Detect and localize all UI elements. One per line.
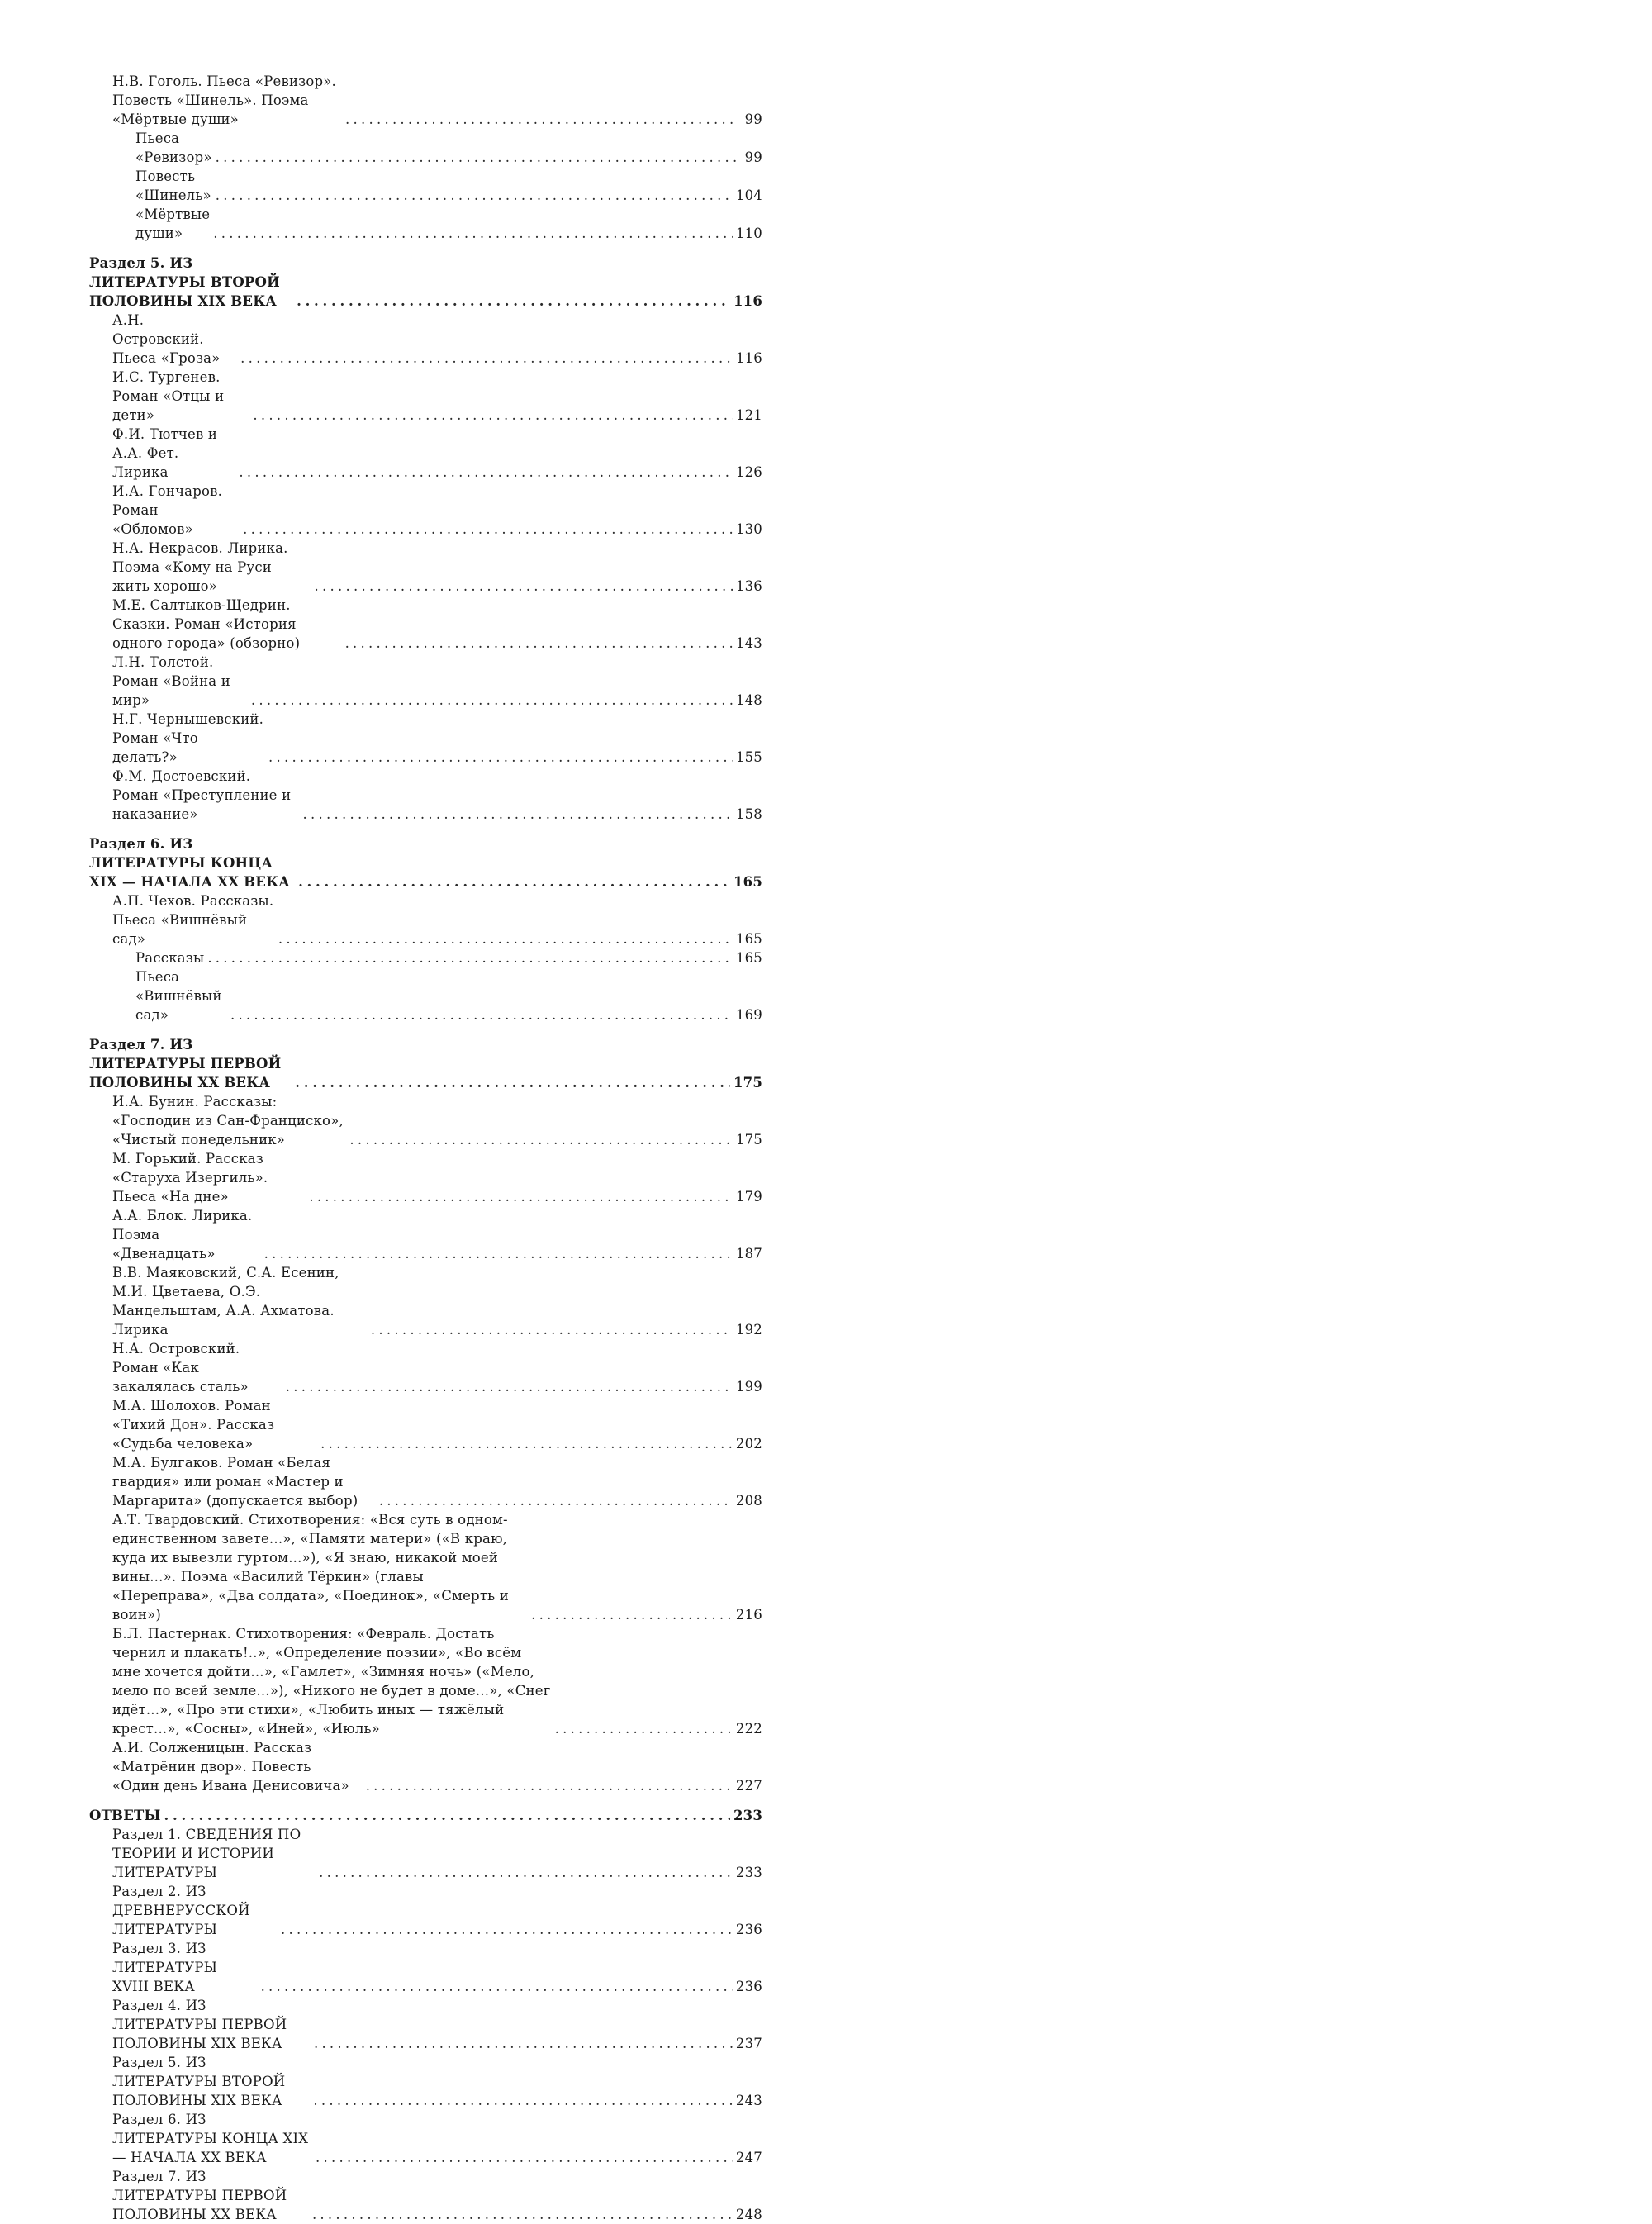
dot-leader (345, 110, 736, 129)
toc-entry[interactable] (89, 482, 762, 539)
dot-leader (297, 292, 730, 311)
toc-entry-title: Н.А. Островский. Роман «Как закалялась сталь» (112, 1341, 249, 1395)
toc-entry-title: А.П. Чехов. Рассказы. Пьеса «Вишнёвый сад» (112, 893, 274, 947)
dot-leader (303, 805, 733, 824)
toc-subentry[interactable] (89, 129, 762, 167)
toc-page-number: 247 (735, 2150, 762, 2165)
toc-subentry[interactable] (89, 205, 762, 243)
dot-leader (531, 1605, 733, 1624)
toc-entry-chekhov[interactable] (89, 891, 762, 948)
toc-answer-entry[interactable] (89, 2110, 762, 2167)
toc-entry[interactable] (89, 1339, 762, 1396)
toc-page-number: 165 (735, 931, 762, 947)
dot-leader (240, 349, 733, 368)
dot-leader (316, 2148, 733, 2167)
toc-answer-entry[interactable] (89, 2167, 762, 2224)
toc-answers[interactable] (89, 1806, 762, 1825)
toc-entry-gogol[interactable] (89, 72, 762, 129)
dot-leader (314, 2034, 733, 2053)
toc-page-number: 155 (735, 749, 762, 765)
dot-leader (281, 1920, 733, 1939)
toc-page-number: 192 (735, 1322, 762, 1338)
toc-entry-title: Пьеса «Ревизор» (135, 131, 212, 165)
dot-leader (230, 1005, 733, 1024)
toc-entry-title: Б.Л. Пастернак. Стихотворения: «Февраль. Достать чернил и плакать!..», «Определение поэзии», «Во всём мне хочется дойти...», «Гамлет», «Зимняя ночь» («Мело, мело по всей земле...»), «Никого не будет в доме...», «Снег идёт...», «Про эти стихи», «Любить иных — тяжёлый крест...», «Сосны», «Иней», «Июль» (112, 1626, 551, 1737)
dot-leader (298, 872, 730, 891)
dot-leader (555, 1719, 733, 1738)
dot-leader (312, 2205, 733, 2224)
toc-page-number: 136 (735, 578, 762, 594)
dot-leader (216, 186, 733, 205)
toc-section-7[interactable] (89, 1035, 762, 1092)
dot-leader (264, 1244, 733, 1263)
toc-page-number: 179 (735, 1189, 762, 1205)
toc-subentry[interactable] (89, 948, 762, 967)
toc-subentry[interactable] (89, 167, 762, 205)
toc-page-number: 148 (735, 692, 762, 708)
dot-leader (239, 463, 733, 482)
toc-page-number: 236 (735, 1922, 762, 1937)
toc-page-number: 169 (735, 1007, 762, 1023)
toc-entry-title: М.А. Булгаков. Роман «Белая гвардия» или роман «Мастер и Маргарита» (допускается выбор) (112, 1455, 358, 1509)
toc-answer-entry[interactable] (89, 1939, 762, 1996)
dot-leader (366, 1776, 733, 1795)
dot-leader (309, 1187, 733, 1206)
toc-entry[interactable] (89, 368, 762, 425)
toc-page-number: 175 (735, 1132, 762, 1148)
dot-leader (243, 520, 733, 539)
toc-page-number: 121 (735, 407, 762, 423)
toc-page-number: 116 (735, 350, 762, 366)
toc-page-number: 143 (735, 635, 762, 651)
toc-entry-title: М.Е. Салтыков-Щедрин. Сказки. Роман «История одного города» (обзорно) (112, 597, 301, 651)
toc-entry-title: А.Н. Островский. Пьеса «Гроза» (112, 312, 221, 366)
toc-entry-title: А.Т. Твардовский. Стихотворения: «Вся суть в одном-единственном завете...», «Памяти матери» («В краю, куда их вывезли гуртом...»), «Я знаю, никакой моей вины...». Поэма «Василий Тёркин» (главы «Переправа», «Два солдата», «Поединок», «Смерть и воин») (112, 1512, 509, 1623)
section-title: Раздел 6. ИЗ ЛИТЕРАТУРЫ КОНЦА XIX — НАЧАЛА XX ВЕКА (89, 836, 290, 890)
toc-section-5[interactable] (89, 254, 762, 311)
toc-entry-title: Повесть «Шинель» (135, 169, 211, 203)
toc-entry[interactable] (89, 1206, 762, 1263)
dot-leader (319, 1863, 733, 1882)
dot-leader (286, 1377, 733, 1396)
toc-entry-title: М.А. Шолохов. Роман «Тихий Дон». Рассказ «Судьба человека» (112, 1398, 275, 1452)
dot-leader (315, 577, 733, 596)
toc-page-number: 199 (735, 1379, 762, 1395)
toc-entry[interactable] (89, 1453, 762, 1510)
dot-leader (251, 691, 733, 710)
toc-entry-title: Раздел 1. СВЕДЕНИЯ ПО ТЕОРИИ И ИСТОРИИ ЛИТЕРАТУРЫ (112, 1827, 301, 1880)
toc-entry-title: М. Горький. Рассказ «Старуха Изергиль». Пьеса «На дне» (112, 1151, 268, 1205)
toc-entry[interactable] (89, 1624, 762, 1738)
toc-entry[interactable] (89, 425, 762, 482)
toc-page-number: 202 (735, 1436, 762, 1452)
toc-answer-entry[interactable] (89, 1825, 762, 1882)
toc-page-number: 165 (733, 874, 762, 890)
toc-entry-title: В.В. Маяковский, С.А. Есенин, М.И. Цветаева, О.Э. Мандельштам, А.А. Ахматова. Лирика (112, 1265, 339, 1338)
toc-answer-entry[interactable] (89, 1882, 762, 1939)
dot-leader (278, 929, 733, 948)
toc-page-number: 116 (733, 293, 762, 309)
section-title: Раздел 7. ИЗ ЛИТЕРАТУРЫ ПЕРВОЙ ПОЛОВИНЫ XX ВЕКА (89, 1037, 282, 1091)
toc-entry-title: Раздел 7. ИЗ ЛИТЕРАТУРЫ ПЕРВОЙ ПОЛОВИНЫ XX ВЕКА (112, 2169, 287, 2222)
toc-entry-title: Н.А. Некрасов. Лирика. Поэма «Кому на Руси жить хорошо» (112, 540, 288, 594)
toc-entry[interactable] (89, 1092, 762, 1149)
toc-entry-title: Л.Н. Толстой. Роман «Война и мир» (112, 654, 230, 708)
dot-leader (345, 634, 733, 653)
toc-entry-title: И.С. Тургенев. Роман «Отцы и дети» (112, 369, 225, 423)
dot-leader (253, 406, 733, 425)
toc-entry[interactable] (89, 1396, 762, 1453)
toc-page-number: 243 (735, 2093, 762, 2108)
toc-page-number: 158 (735, 806, 762, 822)
toc-page-number: 187 (735, 1246, 762, 1262)
toc-entry-title: Пьеса «Вишнёвый сад» (135, 969, 222, 1023)
toc-answer-entry[interactable] (89, 1996, 762, 2053)
toc-entry[interactable] (89, 1149, 762, 1206)
dot-leader (261, 1977, 733, 1996)
toc-page-number: 227 (735, 1778, 762, 1794)
toc-answer-entry[interactable] (89, 2053, 762, 2110)
toc-page-number: 110 (735, 226, 762, 241)
dot-leader (207, 948, 733, 967)
toc-entry-title: А.И. Солженицын. Рассказ «Матрёнин двор». Повесть «Один день Ивана Денисовича» (112, 1740, 349, 1794)
section-title: ОТВЕТЫ (89, 1808, 161, 1823)
toc-page-number: 216 (735, 1607, 762, 1623)
toc-section-6[interactable] (89, 834, 762, 891)
dot-leader (371, 1320, 733, 1339)
table-of-contents (89, 72, 762, 2224)
toc-entry-title: Н.В. Гоголь. Пьеса «Ревизор». Повесть «Шинель». Поэма «Мёртвые души» (112, 74, 336, 127)
toc-page-number: 236 (735, 1979, 762, 1994)
toc-entry[interactable] (89, 1510, 762, 1624)
toc-entry[interactable] (89, 596, 762, 653)
toc-entry[interactable] (89, 653, 762, 710)
toc-entry-title: Раздел 6. ИЗ ЛИТЕРАТУРЫ КОНЦА XIX — НАЧАЛА XX ВЕКА (112, 2112, 309, 2165)
toc-entry[interactable] (89, 710, 762, 767)
toc-entry-title: Ф.И. Тютчев и А.А. Фет. Лирика (112, 426, 218, 480)
toc-entry-title: «Мёртвые души» (135, 207, 211, 241)
toc-page-number: 165 (735, 950, 762, 966)
toc-page-number: 99 (744, 112, 762, 127)
dot-leader (349, 1130, 733, 1149)
dot-leader (268, 748, 733, 767)
toc-entry-title: Рассказы (135, 950, 205, 966)
toc-entry[interactable] (89, 539, 762, 596)
toc-entry-title: Раздел 5. ИЗ ЛИТЕРАТУРЫ ВТОРОЙ ПОЛОВИНЫ XIX ВЕКА (112, 2055, 286, 2108)
toc-page-number: 175 (733, 1075, 762, 1091)
toc-page-number: 126 (735, 464, 762, 480)
toc-page-number: 99 (744, 150, 762, 165)
section-title: Раздел 5. ИЗ ЛИТЕРАТУРЫ ВТОРОЙ ПОЛОВИНЫ XIX ВЕКА (89, 255, 280, 309)
toc-entry[interactable] (89, 767, 762, 824)
toc-page-number: 233 (735, 1865, 762, 1880)
toc-entry-title: Раздел 2. ИЗ ДРЕВНЕРУССКОЙ ЛИТЕРАТУРЫ (112, 1884, 250, 1937)
toc-page-number: 208 (735, 1493, 762, 1509)
toc-entry-title: Раздел 3. ИЗ ЛИТЕРАТУРЫ XVIII ВЕКА (112, 1941, 218, 1994)
toc-entry[interactable] (89, 311, 762, 368)
dot-leader (313, 2091, 733, 2110)
toc-entry[interactable] (89, 1263, 762, 1339)
toc-page-number: 104 (735, 188, 762, 203)
toc-entry-title: Н.Г. Чернышевский. Роман «Что делать?» (112, 711, 264, 765)
dot-leader (164, 1806, 729, 1825)
toc-entry-title: И.А. Гончаров. Роман «Обломов» (112, 483, 223, 537)
toc-subentry[interactable] (89, 967, 762, 1024)
toc-entry-title: А.А. Блок. Лирика. Поэма «Двенадцать» (112, 1208, 253, 1262)
toc-page-number: 130 (735, 521, 762, 537)
dot-leader (379, 1491, 733, 1510)
toc-page-number: 233 (733, 1808, 762, 1823)
toc-page-number: 248 (735, 2207, 762, 2222)
toc-entry[interactable] (89, 1738, 762, 1795)
dot-leader (213, 224, 733, 243)
toc-entry-title: Раздел 4. ИЗ ЛИТЕРАТУРЫ ПЕРВОЙ ПОЛОВИНЫ XIX ВЕКА (112, 1998, 287, 2051)
dot-leader (295, 1073, 730, 1092)
toc-page-number: 237 (735, 2036, 762, 2051)
dot-leader (216, 148, 736, 167)
dot-leader (320, 1434, 733, 1453)
toc-entry-title: Ф.М. Достоевский. Роман «Преступление и наказание» (112, 768, 292, 822)
toc-page-number: 222 (735, 1721, 762, 1737)
toc-entry-title: И.А. Бунин. Рассказы: «Господин из Сан-Франциско», «Чистый понедельник» (112, 1094, 344, 1148)
